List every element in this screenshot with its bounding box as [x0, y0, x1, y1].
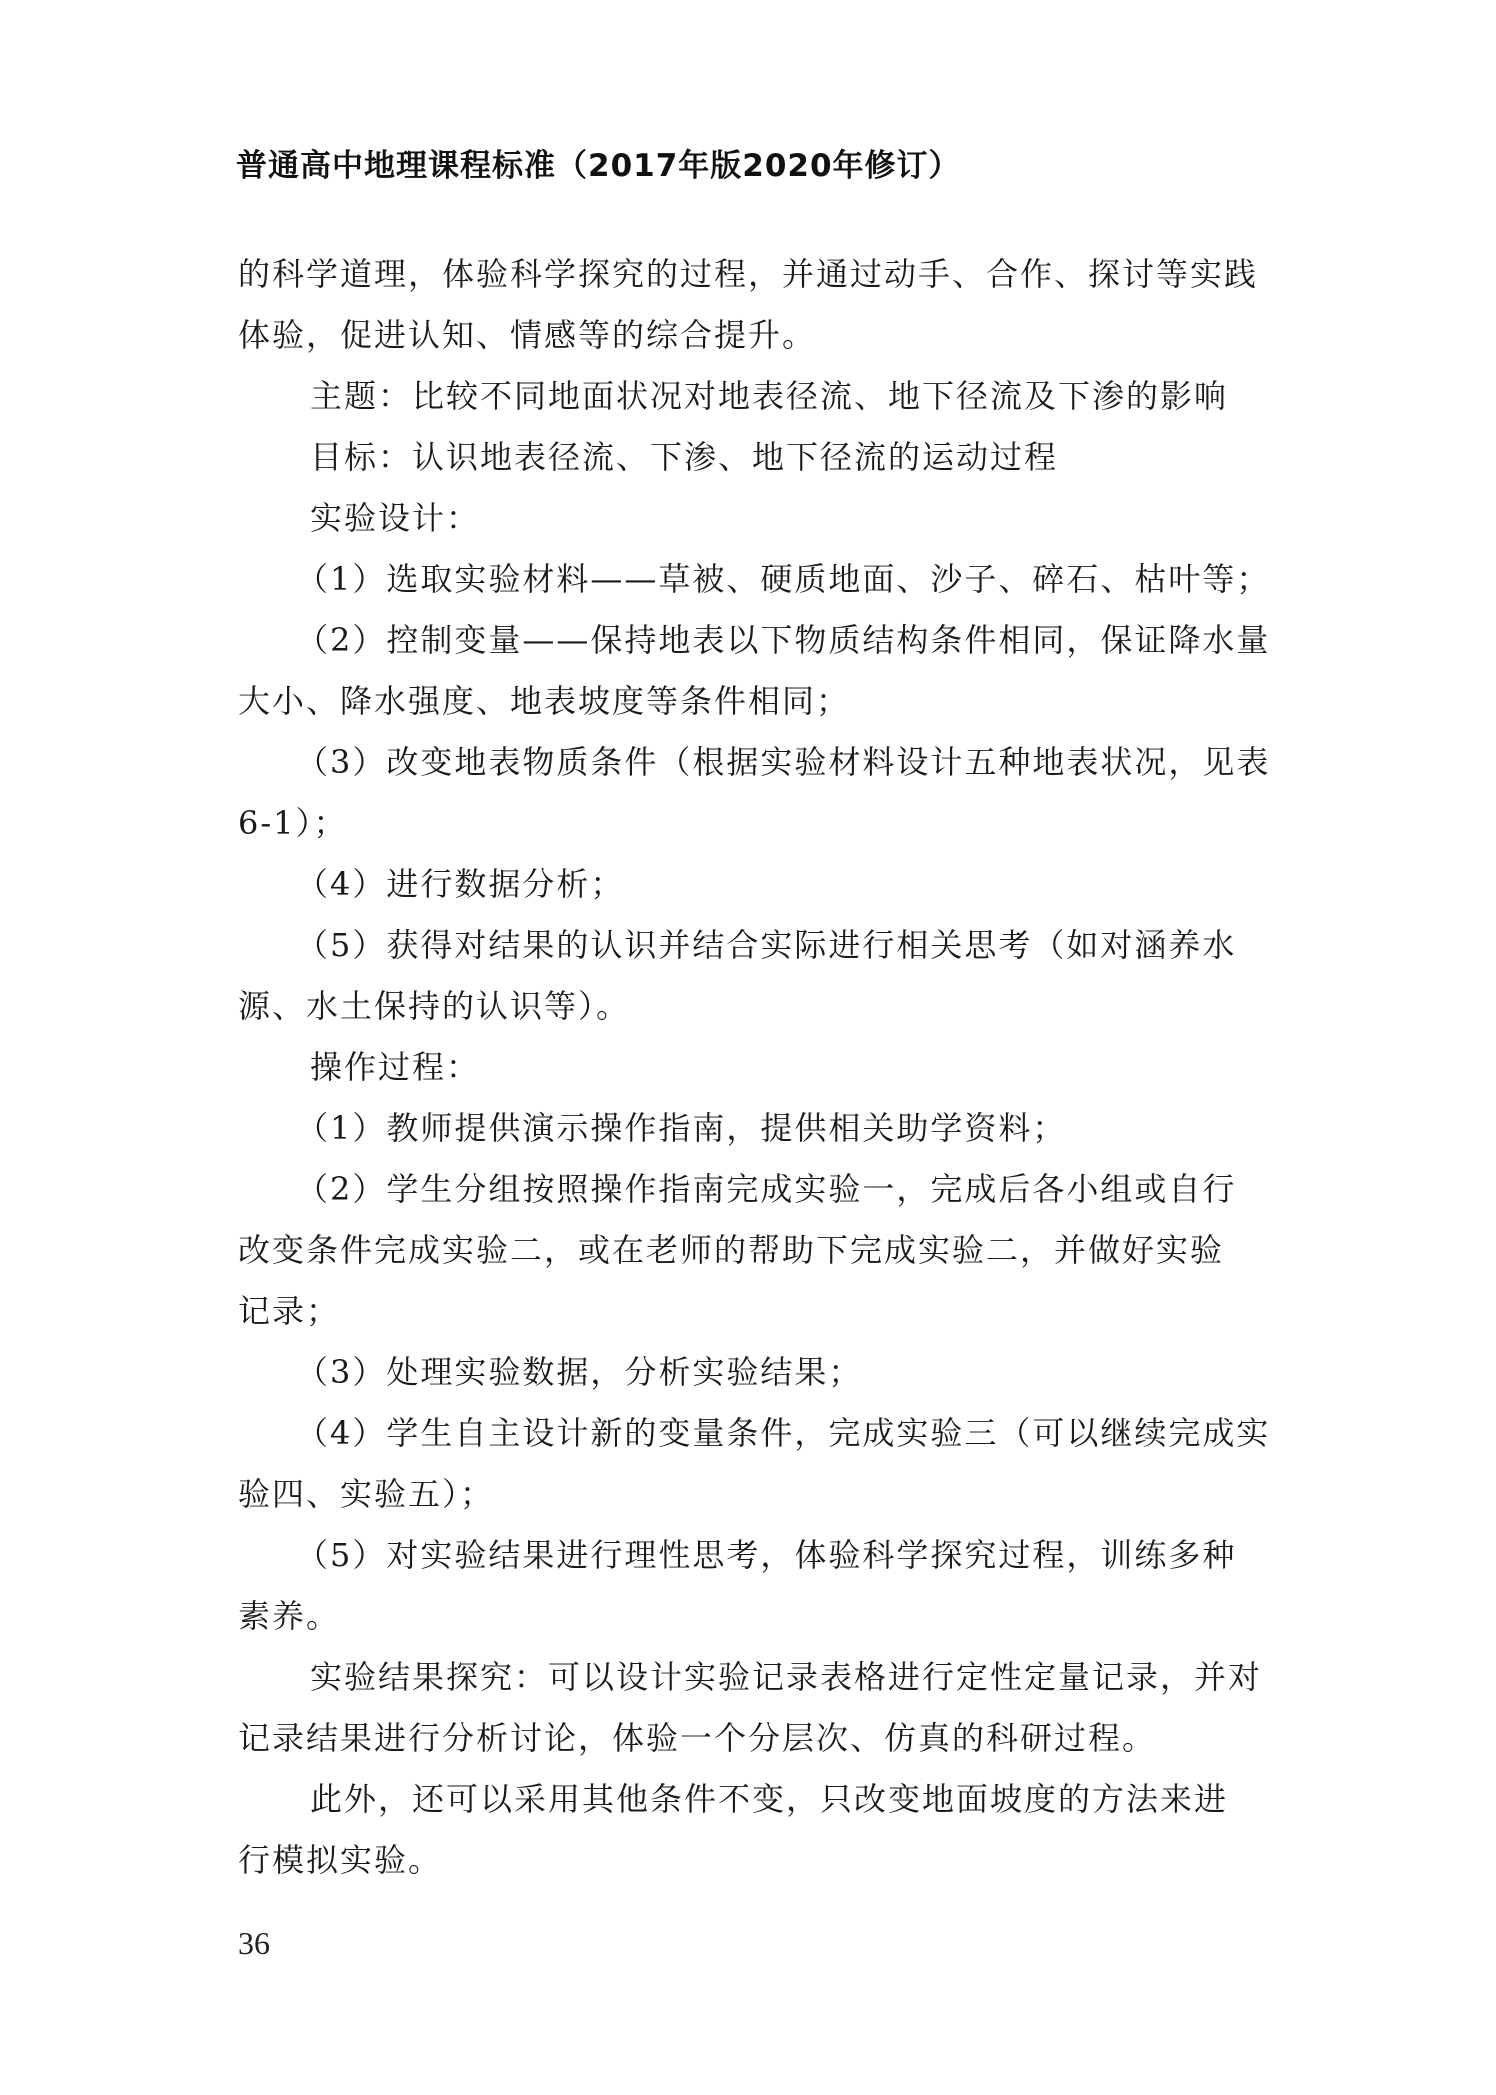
list-item: （1）选取实验材料——草被、硬质地面、沙子、碎石、枯叶等； [296, 560, 1271, 598]
text-line: 验四、实验五）； [238, 1475, 495, 1513]
text-line: 6-1）； [238, 804, 348, 842]
list-item: （2）控制变量——保持地表以下物质结构条件相同，保证降水量 [296, 621, 1271, 659]
text-line: 体验，促进认知、情感等的综合提升。 [238, 316, 817, 354]
text-line: 记录； [238, 1292, 341, 1330]
goal-line: 目标：认识地表径流、下渗、地下径流的运动过程 [310, 438, 1059, 476]
list-item: （1）教师提供演示操作指南，提供相关助学资料； [296, 1109, 1067, 1147]
text-line: 大小、降水强度、地表坡度等条件相同； [238, 682, 851, 720]
list-item: （4）学生自主设计新的变量条件，完成实验三（可以继续完成实 [296, 1414, 1271, 1452]
text-line: 源、水土保持的认识等）。 [238, 987, 631, 1025]
text-line: 素养。 [238, 1597, 341, 1635]
text-line: 行模拟实验。 [238, 1841, 443, 1879]
topic-line: 主题：比较不同地面状况对地表径流、地下径流及下渗的影响 [310, 377, 1229, 415]
section-heading-design: 实验设计： [310, 499, 481, 537]
list-item: （4）进行数据分析； [296, 865, 625, 903]
list-item: （5）对实验结果进行理性思考，体验科学探究过程，训练多种 [296, 1536, 1237, 1574]
body-text [238, 244, 1271, 1891]
list-item: （3）改变地表物质条件（根据实验材料设计五种地表状况，见表 [296, 743, 1271, 781]
list-item: （2）学生分组按照操作指南完成实验一，完成后各小组或自行 [296, 1170, 1237, 1208]
text-line: 记录结果进行分析讨论，体验一个分层次、仿真的科研过程。 [238, 1719, 1157, 1757]
text-line: 的科学道理，体验科学探究的过程，并通过动手、合作、探讨等实践 [238, 255, 1259, 293]
paragraph-start: 此外，还可以采用其他条件不变，只改变地面坡度的方法来进 [310, 1780, 1229, 1818]
running-header: 普通高中地理课程标准（2017年版2020年修订） [236, 148, 961, 184]
page-number: 36 [238, 1925, 270, 1961]
paragraph-start: 实验结果探究：可以设计实验记录表格进行定性定量记录，并对 [310, 1658, 1263, 1696]
text-line: 改变条件完成实验二，或在老师的帮助下完成实验二，并做好实验 [238, 1231, 1225, 1269]
section-heading-procedure: 操作过程： [310, 1048, 481, 1086]
list-item: （5）获得对结果的认识并结合实际进行相关思考（如对涵养水 [296, 926, 1237, 964]
list-item: （3）处理实验数据，分析实验结果； [296, 1353, 863, 1391]
